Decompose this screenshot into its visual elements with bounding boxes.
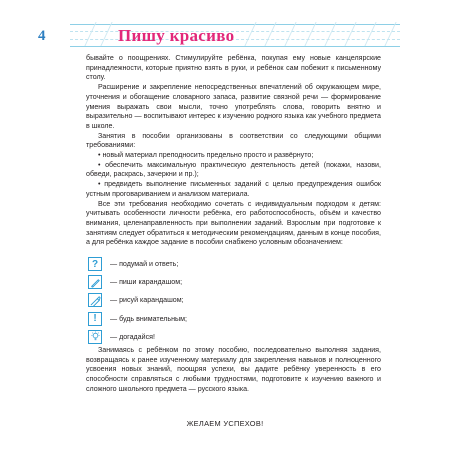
closing-text [86, 346, 381, 395]
paragraph: Расширение и закрепление непосредственных впечатлений об окружающем мире, уточнения и обогащение словарного запаса, развитие связной речи — формирование умения выражать свои мысли, точно употреблять слова, говорить внятно и выразительно — воспитывают интерес к изучению родного языка как учебного предмета в школе. [86, 83, 381, 130]
question-icon: ? [88, 257, 102, 271]
list-item: • обеспечить максимальную практическую деятельность детей (покажи, назови, обведи, раскрась, зачеркни и пр.); [86, 160, 381, 179]
legend-label: — будь внимательным; [110, 314, 187, 323]
legend-item [88, 293, 338, 311]
exclamation-icon: ! [88, 312, 102, 326]
paragraph: бывайте о поощрениях. Стимулируйте ребёнка, покупая ему новые канцелярские принадлежности, которые приятно взять в руки, и ребёнок сам побежит к письменному столу. [86, 54, 381, 82]
paragraph: Все эти требования необходимо сочетать с индивидуальным подходом к детям: учитывать особенности личности ребёнка, его работоспособность, объём и качество внимания, целенаправленность при выполнении заданий. Взрослым при подготовке к занятиям следует обратиться к методическим рекомендациям, данным в конце пособия, а для ребёнка каждое задание в пособии снабжено условным обозначением: [86, 199, 381, 247]
legend-item [88, 275, 338, 293]
legend-item [88, 257, 338, 275]
list-item: • новый материал преподносить предельно просто и развёрнуто; [98, 151, 314, 160]
legend [88, 257, 338, 348]
legend-label: — рисуй карандашом; [110, 296, 184, 305]
lightbulb-icon [88, 330, 102, 344]
legend-item [88, 312, 338, 330]
page-number: 4 [38, 28, 46, 44]
paragraph: Занятия в пособии организованы в соответствии со следующими общими требованиями: [86, 131, 381, 150]
list-item: • предвидеть выполнение письменных заданий с целью предупреждения ошибок устным проговариванием и анализом материала. [86, 180, 381, 198]
pencil-icon [88, 293, 102, 307]
legend-label: — подумай и ответь; [110, 260, 179, 268]
body-text [86, 54, 381, 248]
paragraph: Занимаясь с ребёнком по этому пособию, последовательно выполняя задания, возвращаясь к ранее изученному материалу для закрепления навыков и полноценного усвоения новых знаний, поощряя успехи, вы дадите ребёнку уверенность в его способности справляться с любыми трудностями, подготовите к изучению важного и сложного школьного предмета — русского языка. [86, 346, 381, 393]
legend-label: — догадайся! [110, 332, 155, 341]
farewell: ЖЕЛАЕМ УСПЕХОВ! [186, 419, 264, 428]
legend-label: — пиши карандашом; [110, 278, 183, 287]
pen-icon [88, 275, 102, 289]
page-title: Пишу красиво [118, 26, 235, 45]
